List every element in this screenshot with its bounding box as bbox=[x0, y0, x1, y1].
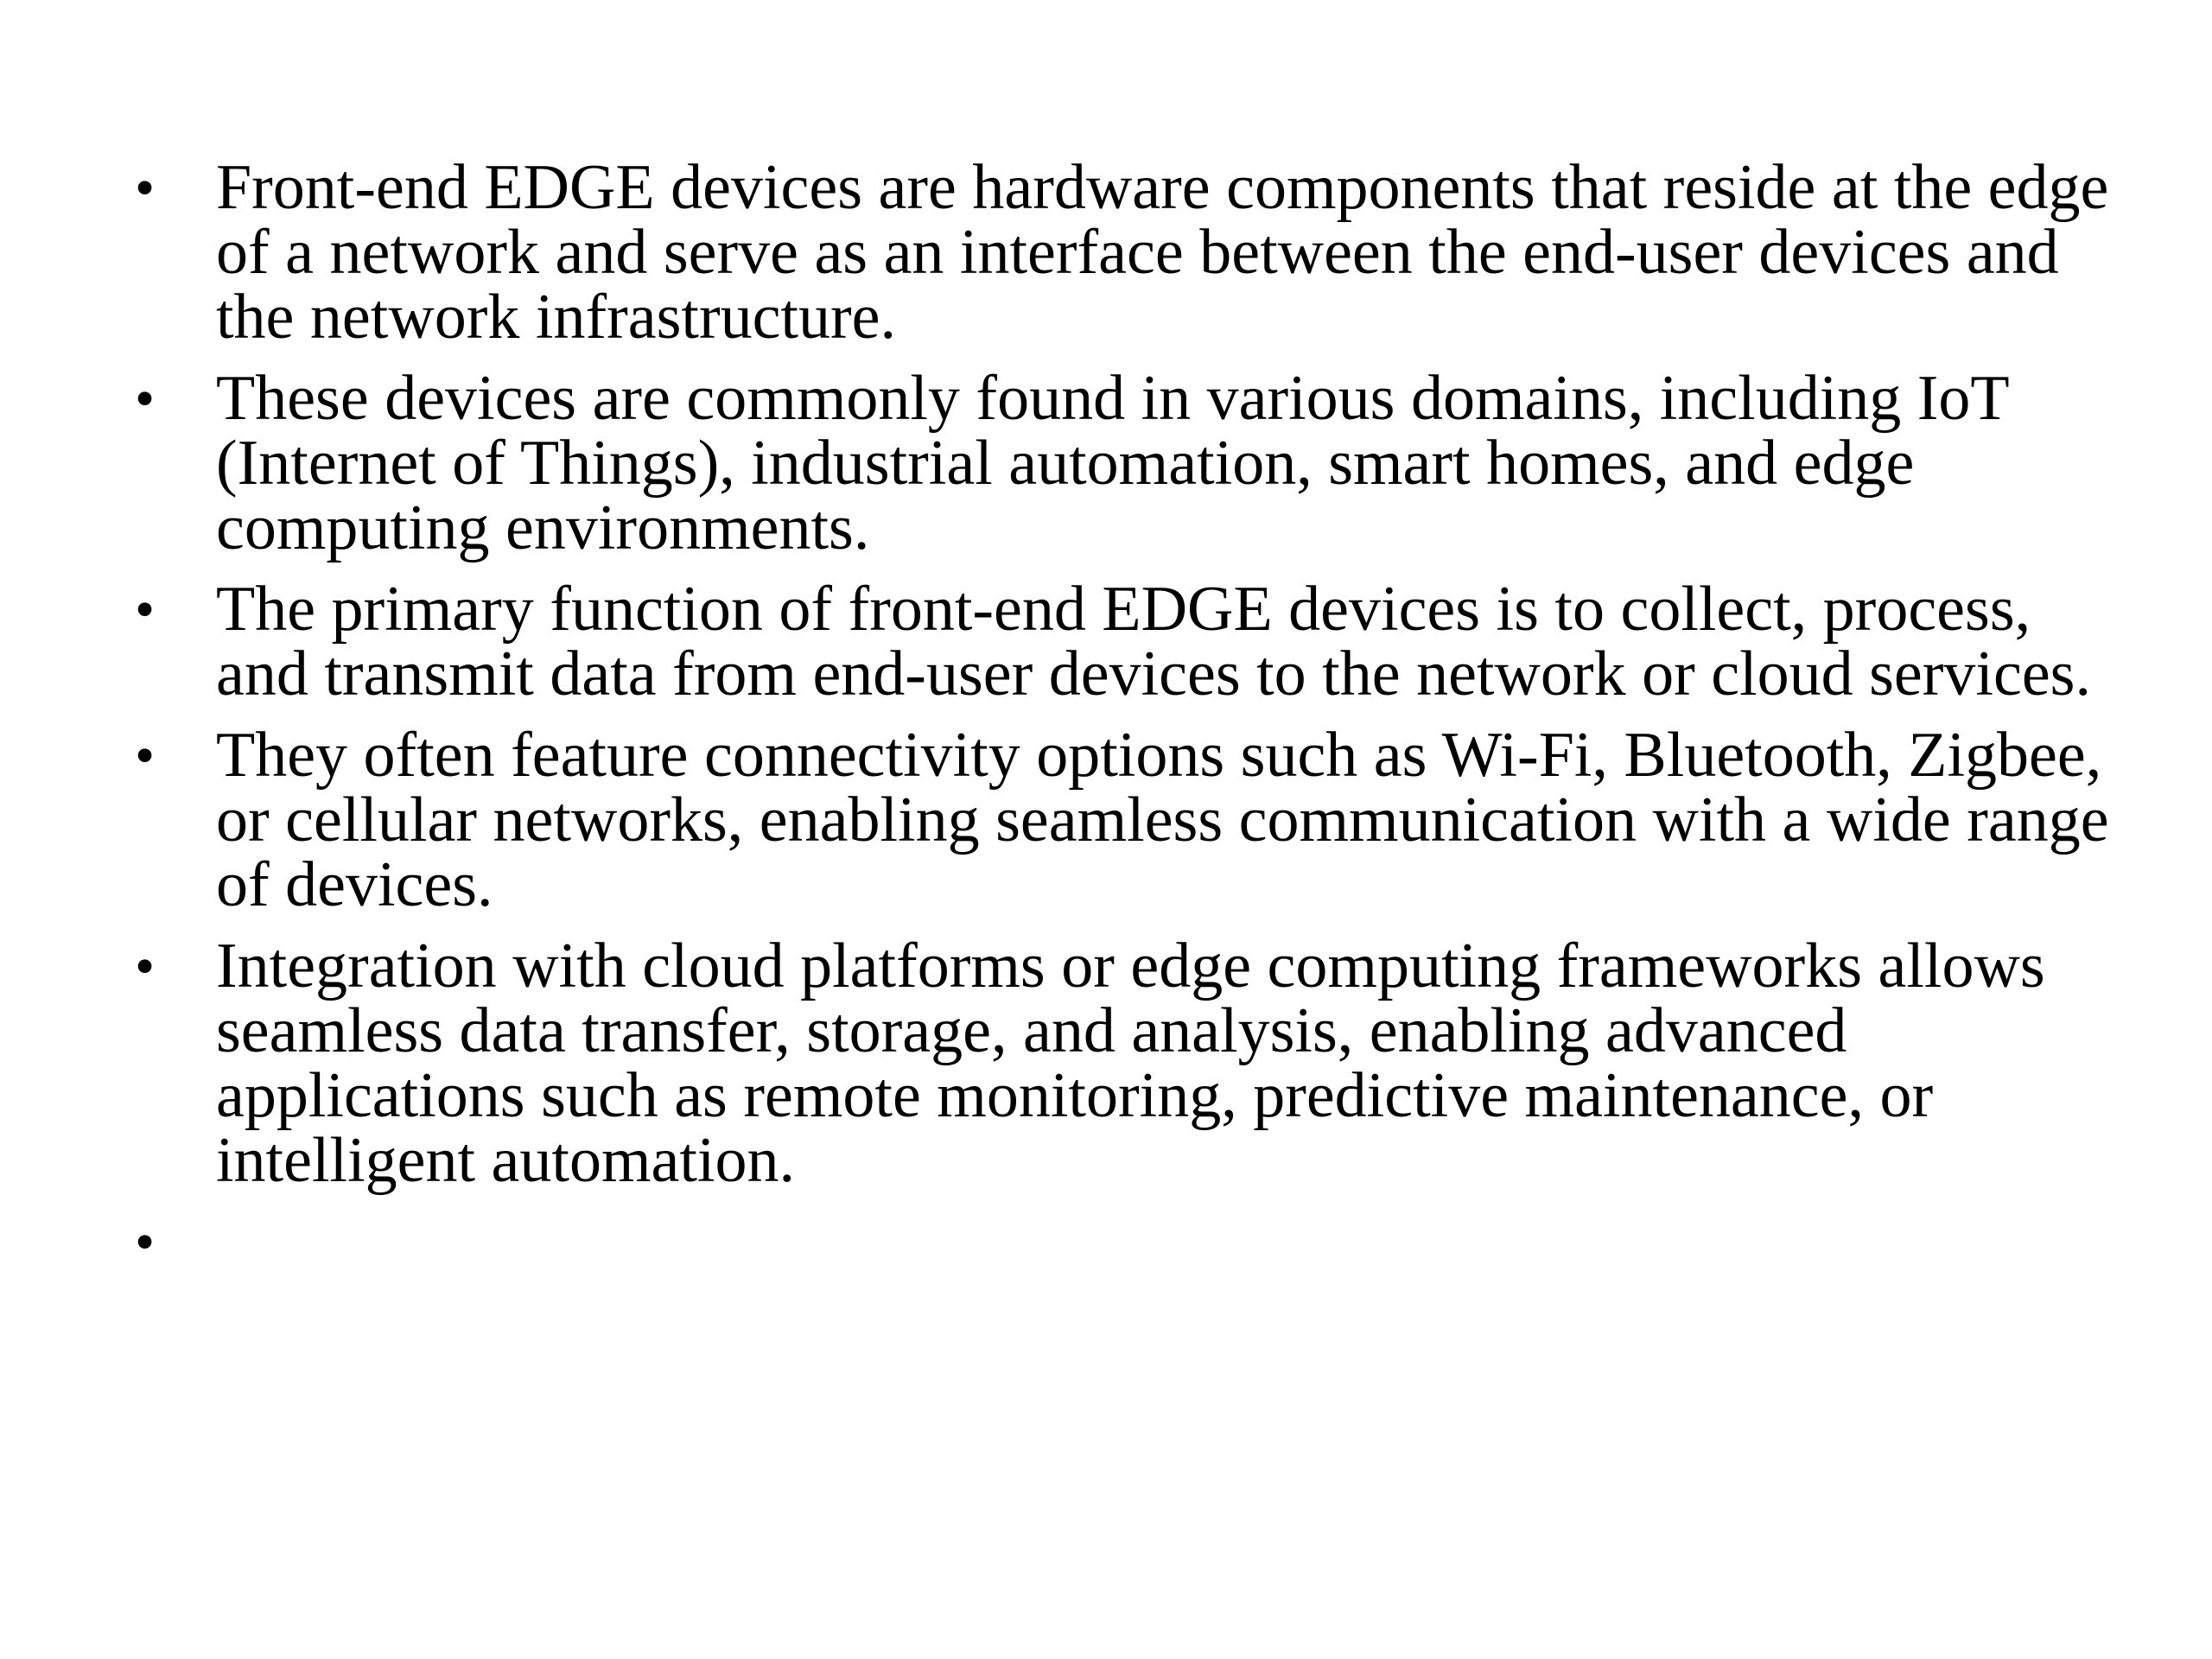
bullet-text bbox=[216, 1210, 2117, 1274]
list-item bbox=[130, 931, 2117, 1196]
bullet-icon: • bbox=[135, 1211, 156, 1274]
bullet-icon: • bbox=[135, 724, 156, 787]
bullet-text: These devices are commonly found in various domains, including IoT (Internet of Things), industrial automation, smart homes, and edge computing environments. bbox=[216, 363, 2009, 563]
bullet-list bbox=[130, 152, 2117, 1291]
bullet-text: They often feature connectivity options such as Wi-Fi, Bluetooth, Zigbee, or cellular networks, enabling seamless communication with a wide range of devices. bbox=[216, 720, 2109, 920]
list-item bbox=[130, 1210, 2117, 1274]
bullet-text: Integration with cloud platforms or edge computing frameworks allows seamless data transfer, storage, and analysis, enabling advanced applications such as remote monitoring, predictive maintenance, or intelligent automation. bbox=[216, 931, 2045, 1196]
bullet-text: The primary function of front-end EDGE devices is to collect, process, and transmit data from end-user devices to the network or cloud services. bbox=[216, 574, 2091, 709]
list-item bbox=[130, 363, 2117, 563]
bullet-text: Front-end EDGE devices are hardware components that reside at the edge of a network and serve as an interface between the end-user devices and the network infrastructure. bbox=[216, 152, 2109, 353]
bullet-icon: • bbox=[135, 578, 156, 641]
bullet-icon: • bbox=[135, 935, 156, 998]
bullet-icon: • bbox=[135, 156, 156, 219]
list-item bbox=[130, 720, 2117, 920]
list-item bbox=[130, 152, 2117, 353]
bullet-icon: • bbox=[135, 367, 156, 430]
list-item bbox=[130, 574, 2117, 709]
